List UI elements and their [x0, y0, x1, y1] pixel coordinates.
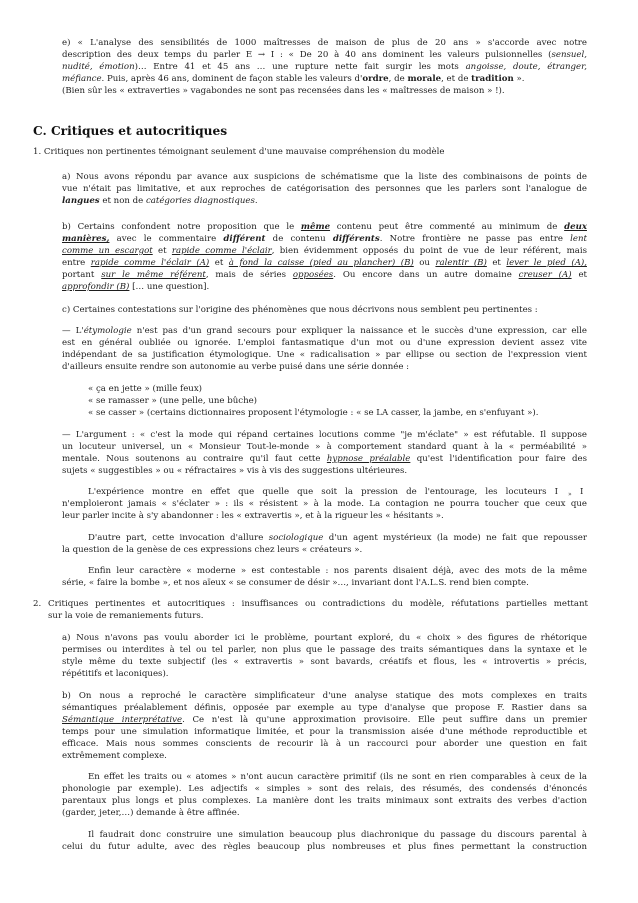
text-line: phonologie par exemple). Les adjectifs « simples » sont des relais, des résumés, des condensés d'énoncés — [62, 784, 587, 794]
text-line: D'autre part, cette invocation d'allure sociologique d'un agent mystérieux (la mode) ne fait que repousser — [88, 533, 587, 543]
text-line: comme un escargot et rapide comme l'éclair, bien évidemment opposés du point de vue de leur référent, mais — [62, 246, 587, 256]
text-line: L'expérience montre en effet que quelle que soit la pression de l'entourage, les locuteurs I » I — [88, 487, 584, 498]
text-line: approfondir (B) [… une question]. — [62, 282, 210, 292]
text-line: extrêmement complexe. — [62, 751, 167, 761]
text-line: sujets « suggestibles » ou « réfractaires » vis à vis des suggestions ultérieures. — [62, 466, 408, 476]
text-line: mentale. Nous soutenons au contraire qu'il faut cette hypnose préalable qu'est l'identification pour faire des — [62, 454, 587, 464]
text-line: permises ou interdites à tel ou tel parler, non plus que le passage des traits sémantiques dans la syntaxe et le — [62, 645, 587, 655]
list-item: « se casser » (certains dictionnaires proposent l'étymologie : « se LA casser, la jambe, en s'enfuyant »). — [88, 408, 539, 418]
text-line: portant sur le même référent, mais de séries opposées. Ou encore dans un autre domaine creuser (A) et — [62, 270, 587, 280]
text-line: leur parler incite à s'y abandonner : les « extravertis », et à la rigueur les « hésitants ». — [62, 511, 444, 521]
text-line: e) « L'analyse des sensibilités de 1000 maîtresses de maison de plus de 20 ans » s'accorde avec notre — [62, 38, 587, 48]
text-line: Sémantique interprétative. Ce n'est là qu'une approximation provisoire. Elle peut suffire dans un premier — [62, 715, 587, 725]
text-line: description des deux temps du parler E → I : « De 20 à 40 ans dominent les valeurs pulsionnelles (sensuel, — [62, 50, 587, 60]
text-line: sur la voie de remaniements futurs. — [48, 611, 204, 621]
text-line: n'emploieront jamais « s'éclater » : ils « résistent » à la mode. La contagion ne pourra toucher que ceux que — [62, 499, 587, 509]
point-1-title: 1. Critiques non pertinentes témoignant seulement d'une mauvaise compréhension du modèle — [33, 147, 445, 157]
text-line: langues et non de catégories diagnostiques. — [62, 196, 258, 206]
text-line: celui du futur adulte, avec des règles beaucoup plus nombreuses et plus fines permettant la construction — [62, 842, 587, 852]
text-line: entre rapide comme l'éclair (A) et à fond la caisse (pied au plancher) (B) ou ralentir (B) et lever le pied (A), — [62, 258, 587, 268]
list-item: « ça en jette » (mille feux) — [88, 384, 203, 394]
text-line: Il faudrait donc construire une simulation beaucoup plus diachronique du passage du discours parental à — [88, 830, 587, 840]
text-line: est en général oubliée ou ignorée. L'emploi fantasmatique d'un mot ou d'une expression devient assez vite — [62, 338, 587, 348]
text-line: indépendant de sa justification étymologique. Une « radicalisation » par ellipse ou section de l'expression vient — [62, 350, 587, 360]
text-line: vue n'était pas limitative, et aux reproches de catégorisation des personnes que les parlers sont l'analogue de — [62, 184, 587, 194]
section-heading: C. Critiques et autocritiques — [33, 124, 228, 138]
text-line: b) Certains confondent notre proposition que le même contenu peut être commenté au minimum de deux — [62, 222, 587, 232]
text-line: manières, avec le commentaire différent de contenu différents. Notre frontière ne passe pas entre lent — [62, 234, 587, 244]
text-line: série, « faire la bombe », et nos aïeux « se consumer de désir »…, invariant dont l'A.L.S. rend bien compte. — [62, 578, 529, 588]
text-line: Enfin leur caractère « moderne » est contestable : nos parents disaient déjà, avec des mots de la même — [88, 566, 587, 576]
text-line: (Bien sûr les « extraverties » vagabondes ne sont pas recensées dans les « maîtresses de maison » !). — [62, 86, 505, 96]
text-line: — L'étymologie n'est pas d'un grand secours pour expliquer la naissance et le succès d'une expression, car elle — [62, 326, 587, 336]
text-line: temps pour une simulation informatique limitée, et pour la transmission aisée d'une méthode reproductible et — [62, 727, 587, 737]
text-line: 2. Critiques pertinentes et autocritiques : insuffisances ou contradictions du modèle, réfutations partielles mettant — [33, 599, 588, 609]
text-line: efficace. Mais nous sommes conscients de recourir là à un raccourci pour aborder une question en fait — [62, 739, 587, 749]
text-line: a) Nous avons répondu par avance aux suspicions de schématisme que la liste des combinaisons de points de — [62, 172, 587, 182]
paragraph-1c: c) Certaines contestations sur l'origine des phénomènes que nous décrivons nous semblent peu pertinentes : — [62, 305, 538, 315]
text-line: un locuteur universel, un « Monsieur Tout-le-monde » à comportement standard quant à la « perméabilité » — [62, 442, 587, 452]
text-line: En effet les traits ou « atomes » n'ont aucun caractère primitif (ils ne sont en rien comparables à ceux de la — [88, 772, 587, 782]
text-line: parentaux plus longs et plus complexes. La manière dont les traits minimaux sont extraits des verbes d'action — [62, 796, 587, 806]
text-line: — L'argument : « c'est la mode qui répand certaines locutions comme "je m'éclate" » est réfutable. Il suppose — [62, 430, 587, 440]
text-line: la question de la genèse de ces expressions chez leurs « créateurs ». — [62, 545, 363, 555]
text-line: nudité, émotion)… Entre 41 et 45 ans … une rupture nette fait surgir les mots angoisse, doute, étranger, — [62, 62, 587, 72]
text-line: d'ailleurs ensuite rendre son autonomie au verbe puisé dans une série donnée : — [62, 362, 410, 372]
text-line: (garder, jeter,…) demande à être affinée. — [62, 808, 240, 818]
text-line: b) On nous a reproché le caractère simplificateur d'une analyse statique des mots complexes en traits — [62, 691, 587, 701]
list-item: « se ramasser » (une pelle, une bûche) — [88, 396, 258, 406]
text-line: méfiance. Puis, après 46 ans, dominent de façon stable les valeurs d'ordre, de morale, et de tradition ». — [62, 74, 525, 84]
text-line: a) Nous n'avons pas voulu aborder ici le problème, pourtant exploré, du « choix » des figures de rhétorique — [62, 633, 587, 643]
text-line: style même du texte subjectif (les « extravertis » sont bavards, créatifs et flous, les « introvertis » précis, — [62, 657, 587, 667]
text-line: répétitifs et laconiques). — [62, 669, 169, 679]
text-line: sémantiques préalablement définis, opposée par exemple au type d'analyse que propose F. Rastier dans sa — [62, 703, 587, 713]
